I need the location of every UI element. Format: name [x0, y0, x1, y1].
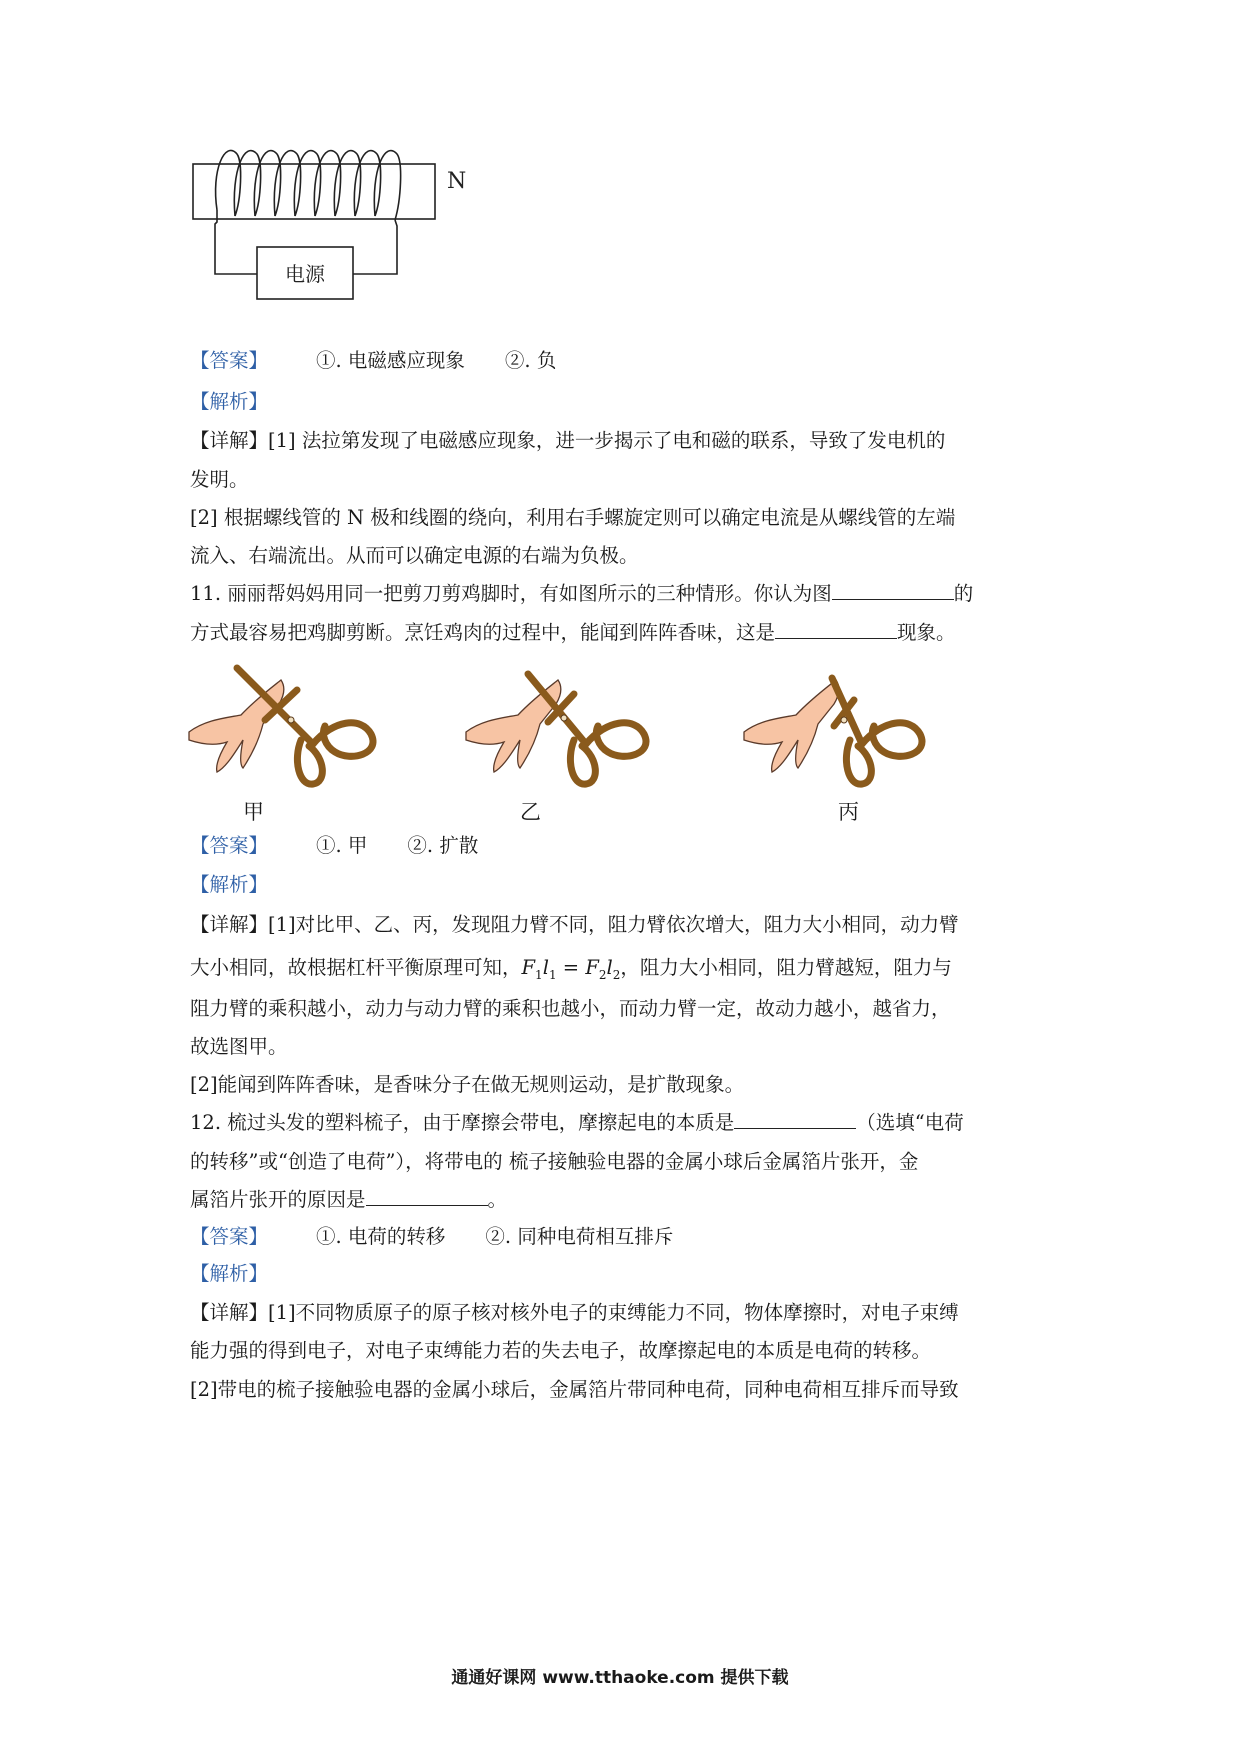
q11-blank-2[interactable]	[775, 620, 897, 639]
q10-analysis-tag: 【解析】	[190, 390, 269, 413]
q10-detail-text-1: [1] 法拉第发现了电磁感应现象，进一步揭示了电和磁的联系，导致了发电机的	[268, 429, 946, 452]
solenoid-circuit-figure	[185, 140, 515, 340]
q12-stem-line-1	[190, 1110, 964, 1136]
scissors	[528, 674, 646, 784]
page-footer: 通通好课网 www.tthaoke.com 提供下载	[451, 1668, 789, 1688]
q12-blank-1[interactable]	[734, 1110, 856, 1129]
power-source-label: 电源	[285, 262, 325, 286]
q12-stem-e: 。	[487, 1188, 508, 1211]
detail-tag: 【详解】	[190, 913, 269, 936]
q12-answer-line	[190, 1224, 673, 1250]
q11-answer-1: ①. 甲	[316, 834, 368, 857]
q12-detail-line-2: 能力强的得到电子，对电子束缚能力若的失去电子，故摩擦起电的本质是电荷的转移。	[190, 1339, 932, 1362]
q11-analysis-tag: 【解析】	[190, 873, 269, 896]
pivot	[288, 717, 294, 723]
caption-jia: 甲	[243, 800, 264, 824]
q11-answer-2: ②. 扩散	[407, 834, 479, 857]
q11-detail-text-2b: ，阻力大小相同，阻力臂越短，阻力与	[620, 956, 952, 979]
n-pole-label: N	[447, 169, 467, 194]
q12-stem-a: 12. 梳过头发的塑料梳子，由于摩擦会带电，摩擦起电的本质是	[190, 1111, 735, 1134]
q10-detail-line-2: 发明。	[190, 468, 249, 491]
q12-stem-d: 属箔片张开的原因是	[190, 1188, 366, 1211]
q11-stem-line-1	[190, 581, 973, 607]
q10-detail-line-4: 流入、右端流出。从而可以确定电源的右端为负极。	[190, 544, 639, 567]
q11-detail-line-2	[190, 955, 952, 988]
q11-detail-line-4: 故选图甲。	[190, 1035, 288, 1058]
q12-answer-1: ①. 电荷的转移	[316, 1225, 446, 1248]
caption-bing: 丙	[838, 800, 859, 824]
answer-tag: 【答案】	[190, 834, 269, 857]
q12-stem-b: （选填“电荷	[856, 1111, 964, 1134]
chicken-foot	[744, 680, 839, 772]
q11-detail-text-2a: 大小相同，故根据杠杆平衡原理可知，	[190, 956, 522, 979]
scissors-figure-yi	[462, 660, 667, 790]
q12-analysis-tag: 【解析】	[190, 1262, 269, 1285]
q10-answer-1: ①. 电磁感应现象	[316, 349, 465, 372]
q11-detail-line-5: [2]能闻到阵阵香味，是香味分子在做无规则运动，是扩散现象。	[190, 1073, 745, 1096]
q11-stem-c: 方式最容易把鸡脚剪断。烹饪鸡肉的过程中，能闻到阵阵香味，这是	[190, 621, 776, 644]
scissors-figure-jia	[185, 660, 390, 790]
q10-detail-line-3: [2] 根据螺线管的 N 极和线圈的绕向，利用右手螺旋定则可以确定电流是从螺线管的左端	[190, 506, 956, 529]
q12-detail-line-1	[190, 1300, 959, 1326]
q11-stem-b: 的	[953, 582, 974, 605]
q11-detail-line-1	[190, 912, 959, 938]
q11-blank-1[interactable]	[832, 581, 954, 600]
q12-detail-line-3: [2]带电的梳子接触验电器的金属小球后，金属箔片带同种电荷，同种电荷相互排斥而导致	[190, 1378, 959, 1401]
q11-stem-a: 11. 丽丽帮妈妈用同一把剪刀剪鸡脚时，有如图所示的三种情形。你认为图	[190, 582, 832, 605]
q11-detail-text-1: [1]对比甲、乙、丙，发现阻力臂不同，阻力臂依次增大，阻力大小相同，动力臂	[268, 913, 959, 936]
q12-detail-text-1: [1]不同物质原子的原子核对核外电子的束缚能力不同，物体摩擦时，对电子束缚	[268, 1301, 959, 1324]
q12-stem-line-2: 的转移”或“创造了电荷”），将带电的 梳子接触验电器的金属小球后金属箔片张开，金	[190, 1150, 919, 1173]
q11-stem-line-2	[190, 620, 956, 646]
lever-formula: $F_1l_1 = F_2l_2$	[521, 956, 621, 982]
q10-answer-line	[190, 348, 556, 374]
scissors-figure-bing	[740, 660, 945, 790]
answer-tag: 【答案】	[190, 349, 269, 372]
pivot	[841, 717, 847, 723]
q12-blank-2[interactable]	[366, 1187, 488, 1206]
detail-tag: 【详解】	[190, 1301, 269, 1324]
q10-detail-line-1	[190, 428, 945, 454]
q11-answer-line	[190, 833, 478, 859]
q11-stem-d: 现象。	[897, 621, 956, 644]
pivot	[561, 715, 567, 721]
q12-stem-line-3	[190, 1187, 507, 1213]
q12-answer-2: ②. 同种电荷相互排斥	[485, 1225, 674, 1248]
coil-windings	[216, 151, 401, 220]
q11-detail-line-3: 阻力臂的乘积越小，动力与动力臂的乘积也越小，而动力臂一定，故动力越小，越省力，	[190, 997, 951, 1020]
right-wire	[353, 220, 397, 274]
detail-tag: 【详解】	[190, 429, 269, 452]
answer-tag: 【答案】	[190, 1225, 269, 1248]
q10-answer-2: ②. 负	[504, 349, 557, 372]
chicken-foot	[189, 680, 284, 772]
caption-yi: 乙	[520, 800, 541, 824]
scissors	[832, 678, 922, 784]
